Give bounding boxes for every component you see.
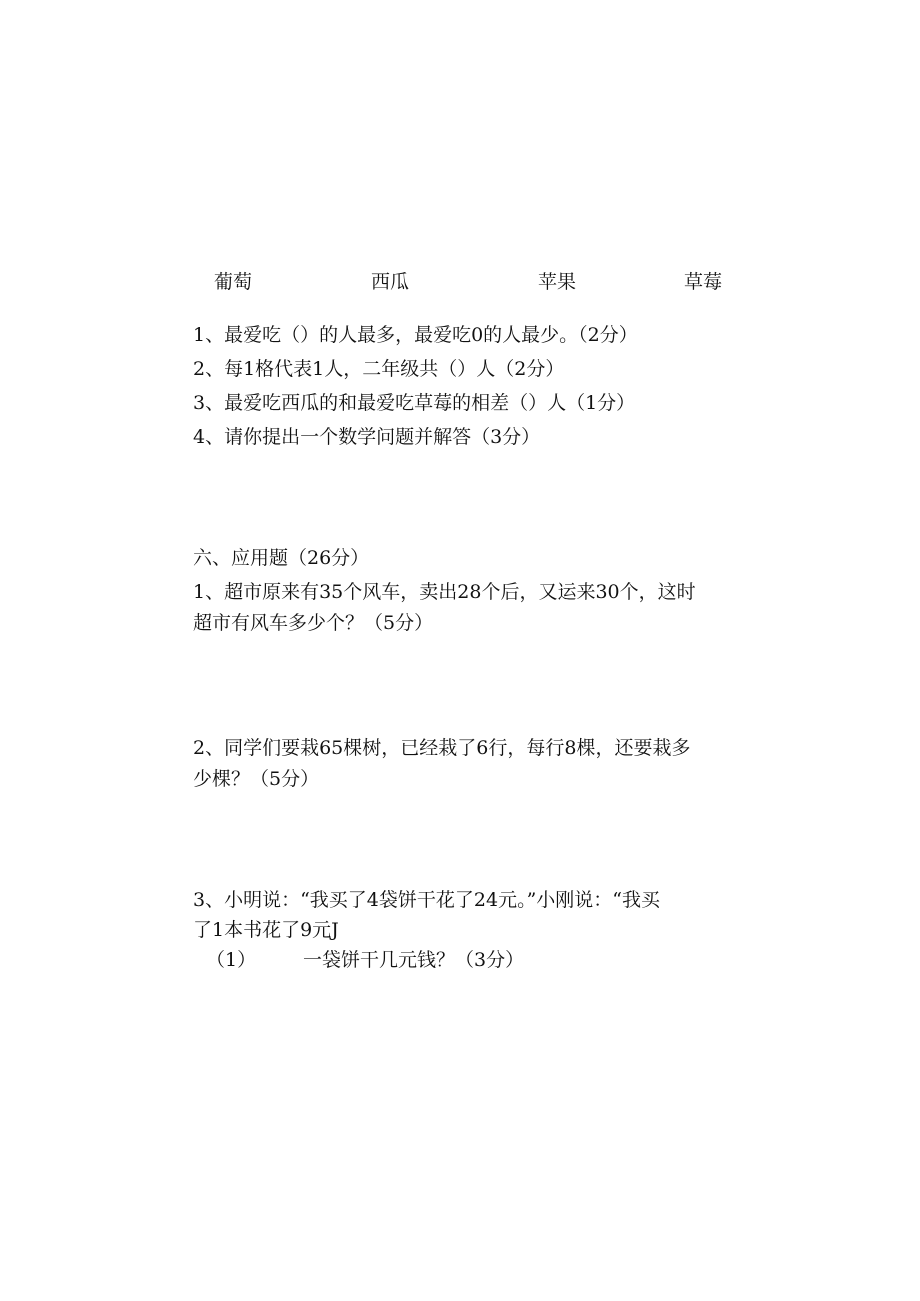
problem-3-line-2: 了1本书花了9元J xyxy=(193,919,339,941)
chart-question-4: 4、请你提出一个数学问题并解答（3分） xyxy=(193,426,541,448)
sub-question-number: （1） xyxy=(206,949,257,971)
problem-3-line-1: 3、小明说：“我买了4袋饼干花了24元。”小刚说：“我买 xyxy=(193,889,660,911)
problem-1-line-1: 1、超市原来有35个风车，卖出28个后，又运来30个，这时 xyxy=(193,581,696,603)
chart-question-2: 2、每1格代表1人，二年级共（）人（2分） xyxy=(193,358,565,380)
fruit-label-watermelon: 西瓜 xyxy=(371,271,410,293)
section-heading: 六、应用题（26分） xyxy=(193,547,370,569)
fruit-label-apple: 苹果 xyxy=(538,271,577,293)
problem-2-line-1: 2、同学们要栽65棵树，已经栽了6行，每行8棵，还要栽多 xyxy=(193,737,691,759)
fruit-label-strawberry: 草莓 xyxy=(684,271,723,293)
sub-question-text: 一袋饼干几元钱？（3分） xyxy=(303,949,525,971)
chart-question-3: 3、最爱吃西瓜的和最爱吃草莓的相差（）人（1分） xyxy=(193,392,636,414)
problem-1-line-2: 超市有风车多少个？（5分） xyxy=(193,612,434,634)
fruit-label-grape: 葡萄 xyxy=(214,271,253,293)
chart-question-1: 1、最爱吃（）的人最多，最爱吃0的人最少。（2分） xyxy=(193,324,638,346)
problem-2-line-2: 少棵？（5分） xyxy=(193,768,320,790)
